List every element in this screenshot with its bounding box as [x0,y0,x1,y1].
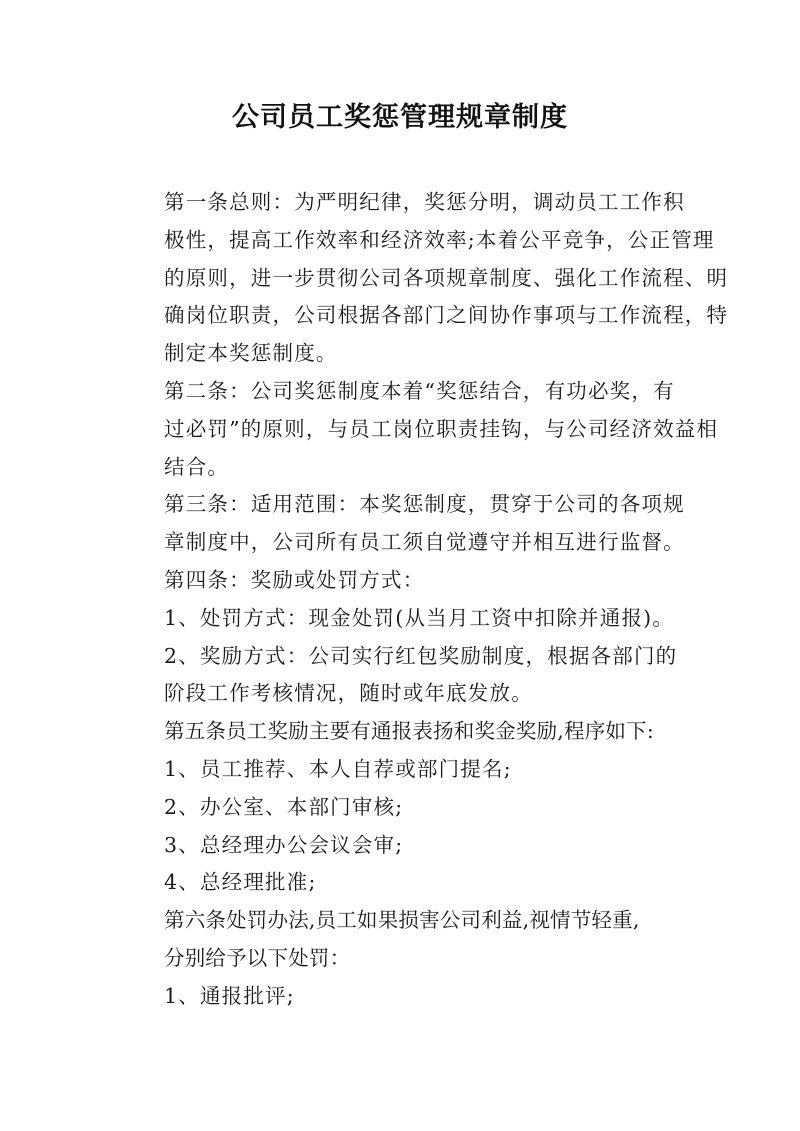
text-line: 制定本奖惩制度。 [164,341,338,366]
text-line: 2、奖励方式：公司实行红包奖励制度，根据各部门的 [164,643,678,668]
text-line: 第五条员工奖励主要有通报表扬和奖金奖励,程序如下: [164,719,654,744]
text-line: 过必罚”的原则，与员工岗位职责挂钩，与公司经济效益相 [164,416,719,441]
text-line: 3、总经理办公会议会审; [164,832,404,857]
procedure-step-4 [123,864,688,902]
article-2-paragraph [123,373,719,486]
text-line: 确岗位职责，公司根据各部门之间协作事项与工作流程，特 [164,303,729,328]
text-line: 阶段工作考核情况，随时或年底发放。 [164,681,533,706]
procedure-step-1 [123,751,688,789]
article-1-paragraph [123,184,729,373]
procedure-step-2 [123,789,688,827]
reward-method-item [123,638,688,714]
document-body [123,184,729,1016]
text-line: 1、通报批评; [164,983,295,1008]
penalty-method-item [123,600,688,638]
text-line: 第六条处罚办法,员工如果损害公司利益,视情节轻重, [164,908,640,933]
article-4-heading [123,562,688,600]
text-line: 4、总经理批准; [164,870,317,895]
text-line: 第一条总则：为严明纪律，奖惩分明，调动员工工作积 [164,190,685,214]
text-line: 极性，提高工作效率和经济效率;本着公平竞争，公正管理 [164,227,715,252]
text-line: 的原则，进一步贯彻公司各项规章制度、强化工作流程、明 [164,265,729,290]
article-5-heading [123,713,688,751]
text-line: 章制度中，公司所有员工须自觉遵守并相互进行监督。 [164,530,685,555]
text-line: 第四条：奖励或处罚方式： [164,567,425,592]
text-line: 结合。 [164,454,230,479]
document-title: 公司员工奖惩管理规章制度 [232,102,568,133]
article-6-paragraph [123,902,688,978]
text-line: 分别给予以下处罚： [164,945,351,970]
text-line: 第二条：公司奖惩制度本着“奖惩结合，有功必奖，有 [164,378,675,403]
text-line: 1、处罚方式：现金处罚(从当月工资中扣除并通报)。 [164,605,675,630]
article-3-paragraph [123,486,688,562]
text-line: 1、员工推荐、本人自荐或部门提名; [164,756,512,781]
text-line: 第三条：适用范围：本奖惩制度，贯穿于公司的各项规 [164,492,685,517]
text-line: 2、办公室、本部门审核; [164,794,404,819]
penalty-item-1 [123,978,688,1016]
procedure-step-3 [123,827,688,865]
